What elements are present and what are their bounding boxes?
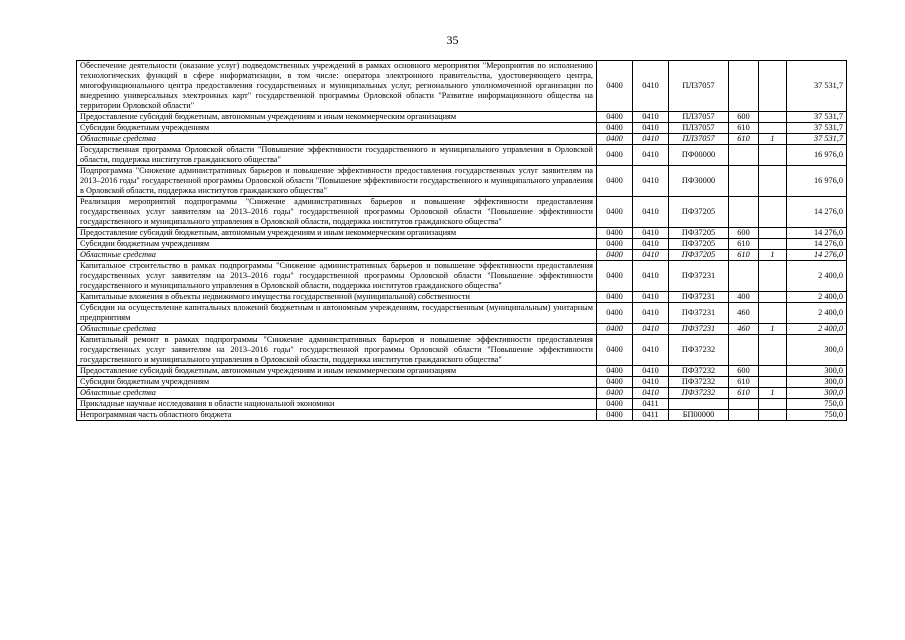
section-code: 0400 [597, 366, 633, 377]
expense-type-code: 400 [729, 292, 759, 303]
amount: 14 276,0 [787, 239, 847, 250]
funding-source-code: 1 [759, 134, 787, 145]
row-name: Областные средства [77, 250, 597, 261]
target-article-code: ПЛ37057 [669, 112, 729, 123]
target-article-code: ПФ37232 [669, 366, 729, 377]
amount: 2 400,0 [787, 324, 847, 335]
target-article-code: ПФ37231 [669, 261, 729, 292]
expense-type-code [729, 145, 759, 166]
subsection-code: 0410 [633, 134, 669, 145]
section-code: 0400 [597, 410, 633, 421]
subsection-code: 0410 [633, 112, 669, 123]
amount: 750,0 [787, 399, 847, 410]
row-name: Областные средства [77, 134, 597, 145]
subsection-code: 0410 [633, 228, 669, 239]
row-name: Областные средства [77, 324, 597, 335]
row-name: Предоставление субсидий бюджетным, автономным учреждениям и иным некоммерческим организациям [77, 228, 597, 239]
section-code: 0400 [597, 239, 633, 250]
budget-table [76, 60, 847, 421]
funding-source-code [759, 377, 787, 388]
subsection-code: 0411 [633, 399, 669, 410]
subsection-code: 0410 [633, 366, 669, 377]
section-code: 0400 [597, 250, 633, 261]
row-name: Субсидии бюджетным учреждениям [77, 377, 597, 388]
table-row [77, 377, 847, 388]
amount: 300,0 [787, 377, 847, 388]
section-code: 0400 [597, 61, 633, 112]
table-row [77, 123, 847, 134]
target-article-code: ПФ37232 [669, 377, 729, 388]
table-row [77, 250, 847, 261]
table-row [77, 366, 847, 377]
section-code: 0400 [597, 123, 633, 134]
row-name: Капитальное строительство в рамках подпрограммы "Снижение административных барьеров и повышение эффективности предоставления государственных услуг заявителям на 2013–2016 годы" государственной программы Орловской области "Повышение эффективности государственного и муниципального управления в Орловской области, поддержка институтов гражданского общества" [77, 261, 597, 292]
amount: 2 400,0 [787, 292, 847, 303]
table-row [77, 166, 847, 197]
row-name: Субсидии бюджетным учреждениям [77, 239, 597, 250]
section-code: 0400 [597, 399, 633, 410]
expense-type-code [729, 410, 759, 421]
amount: 2 400,0 [787, 261, 847, 292]
table-row [77, 335, 847, 366]
subsection-code: 0410 [633, 197, 669, 228]
row-name: Подпрограмма "Снижение административных барьеров и повышение эффективности предоставления государственных услуг заявителям на 2013–2016 годы" государственной программы Орловской области "Повышение эффективности государственного и муниципального управления в Орловской области, поддержка институтов гражданского общества" [77, 166, 597, 197]
amount: 37 531,7 [787, 134, 847, 145]
funding-source-code [759, 112, 787, 123]
expense-type-code: 610 [729, 388, 759, 399]
subsection-code: 0411 [633, 410, 669, 421]
table-row [77, 324, 847, 335]
expense-type-code: 610 [729, 377, 759, 388]
section-code: 0400 [597, 388, 633, 399]
row-name: Непрограммная часть областного бюджета [77, 410, 597, 421]
page-number: 35 [446, 33, 459, 47]
funding-source-code [759, 123, 787, 134]
table-row [77, 410, 847, 421]
target-article-code: ПФ37231 [669, 303, 729, 324]
target-article-code: ПЛ37057 [669, 123, 729, 134]
section-code: 0400 [597, 335, 633, 366]
section-code: 0400 [597, 112, 633, 123]
target-article-code: ПФ37205 [669, 250, 729, 261]
amount: 14 276,0 [787, 250, 847, 261]
target-article-code: ПФ00000 [669, 145, 729, 166]
target-article-code: ПФ37232 [669, 335, 729, 366]
table-row [77, 112, 847, 123]
subsection-code: 0410 [633, 239, 669, 250]
table-row [77, 228, 847, 239]
section-code: 0400 [597, 324, 633, 335]
target-article-code [669, 399, 729, 410]
target-article-code: ПФ37231 [669, 324, 729, 335]
funding-source-code [759, 292, 787, 303]
funding-source-code: 1 [759, 388, 787, 399]
table-row [77, 239, 847, 250]
table-row [77, 261, 847, 292]
target-article-code: ПФ37205 [669, 197, 729, 228]
section-code: 0400 [597, 134, 633, 145]
row-name: Государственная программа Орловской области "Повышение эффективности государственного и муниципального управления в Орловской области, поддержка институтов гражданского общества" [77, 145, 597, 166]
amount: 37 531,7 [787, 123, 847, 134]
funding-source-code [759, 61, 787, 112]
subsection-code: 0410 [633, 303, 669, 324]
target-article-code: ПЛ37057 [669, 61, 729, 112]
funding-source-code [759, 410, 787, 421]
target-article-code: ПЛ37057 [669, 134, 729, 145]
section-code: 0400 [597, 377, 633, 388]
subsection-code: 0410 [633, 166, 669, 197]
budget-table-body [77, 61, 847, 421]
amount: 16 976,0 [787, 166, 847, 197]
expense-type-code [729, 197, 759, 228]
funding-source-code [759, 335, 787, 366]
target-article-code: ПФ37232 [669, 388, 729, 399]
subsection-code: 0410 [633, 261, 669, 292]
amount: 2 400,0 [787, 303, 847, 324]
table-row [77, 399, 847, 410]
target-article-code: ПФ30000 [669, 166, 729, 197]
section-code: 0400 [597, 197, 633, 228]
expense-type-code: 610 [729, 134, 759, 145]
target-article-code: ПФ37231 [669, 292, 729, 303]
subsection-code: 0410 [633, 324, 669, 335]
section-code: 0400 [597, 145, 633, 166]
funding-source-code [759, 197, 787, 228]
table-row [77, 61, 847, 112]
section-code: 0400 [597, 292, 633, 303]
subsection-code: 0410 [633, 250, 669, 261]
amount: 37 531,7 [787, 61, 847, 112]
expense-type-code: 610 [729, 250, 759, 261]
target-article-code: ПФ37205 [669, 228, 729, 239]
row-name: Капитальные вложения в объекты недвижимого имущества государственной (муниципальной) собственности [77, 292, 597, 303]
expense-type-code: 610 [729, 123, 759, 134]
expense-type-code [729, 399, 759, 410]
expense-type-code [729, 166, 759, 197]
table-row [77, 134, 847, 145]
row-name: Обеспечение деятельности (оказание услуг) подведомственных учреждений в рамках основного мероприятия "Мероприятия по исполнению технологических функций в сфере информатизации, в том числе: оператора электронного правительства, удостоверяющего центра, многофункционального центра предоставления государственных и муниципальных услуг, регионального уполномоченной организации по внедрению универсальных электронных карт" государственной программы Орловской области "Развитие информационного общества на территории Орловской области" [77, 61, 597, 112]
expense-type-code: 610 [729, 239, 759, 250]
funding-source-code [759, 366, 787, 377]
subsection-code: 0410 [633, 145, 669, 166]
funding-source-code [759, 145, 787, 166]
expense-type-code: 600 [729, 228, 759, 239]
subsection-code: 0410 [633, 123, 669, 134]
target-article-code: БП00000 [669, 410, 729, 421]
funding-source-code: 1 [759, 250, 787, 261]
table-row [77, 145, 847, 166]
row-name: Прикладные научные исследования в области национальной экономики [77, 399, 597, 410]
table-row [77, 388, 847, 399]
expense-type-code: 600 [729, 366, 759, 377]
amount: 16 976,0 [787, 145, 847, 166]
table-row [77, 292, 847, 303]
amount: 300,0 [787, 388, 847, 399]
table-row [77, 197, 847, 228]
funding-source-code [759, 166, 787, 197]
row-name: Предоставление субсидий бюджетным, автономным учреждениям и иным некоммерческим организациям [77, 112, 597, 123]
amount: 14 276,0 [787, 197, 847, 228]
subsection-code: 0410 [633, 388, 669, 399]
section-code: 0400 [597, 303, 633, 324]
row-name: Субсидии бюджетным учреждениям [77, 123, 597, 134]
subsection-code: 0410 [633, 377, 669, 388]
amount: 300,0 [787, 366, 847, 377]
table-row [77, 303, 847, 324]
row-name: Областные средства [77, 388, 597, 399]
expense-type-code [729, 335, 759, 366]
row-name: Реализация мероприятий подпрограммы "Снижение административных барьеров и повышение эффективности предоставления государственных услуг заявителям на 2013–2016 годы" государственной программы Орловской области "Повышение эффективности государственного и муниципального управления в Орловской области, поддержка институтов гражданского общества" [77, 197, 597, 228]
expense-type-code [729, 61, 759, 112]
row-name: Предоставление субсидий бюджетным, автономным учреждениям и иным некоммерческим организациям [77, 366, 597, 377]
amount: 750,0 [787, 410, 847, 421]
row-name: Капитальный ремонт в рамках подпрограммы "Снижение административных барьеров и повышение эффективности предоставления государственных услуг заявителям на 2013–2016 годы" государственной программы Орловской области "Повышение эффективности государственного и муниципального управления в Орловской области, поддержка институтов гражданского общества" [77, 335, 597, 366]
funding-source-code: 1 [759, 324, 787, 335]
expense-type-code: 460 [729, 324, 759, 335]
amount: 37 531,7 [787, 112, 847, 123]
row-name: Субсидии на осуществление капитальных вложений бюджетным и автономным учреждениям, государственным (муниципальным) унитарным предприятиям [77, 303, 597, 324]
amount: 14 276,0 [787, 228, 847, 239]
section-code: 0400 [597, 166, 633, 197]
funding-source-code [759, 399, 787, 410]
expense-type-code: 600 [729, 112, 759, 123]
target-article-code: ПФ37205 [669, 239, 729, 250]
funding-source-code [759, 228, 787, 239]
funding-source-code [759, 261, 787, 292]
expense-type-code: 460 [729, 303, 759, 324]
subsection-code: 0410 [633, 61, 669, 112]
funding-source-code [759, 303, 787, 324]
subsection-code: 0410 [633, 292, 669, 303]
section-code: 0400 [597, 228, 633, 239]
amount: 300,0 [787, 335, 847, 366]
section-code: 0400 [597, 261, 633, 292]
expense-type-code [729, 261, 759, 292]
subsection-code: 0410 [633, 335, 669, 366]
funding-source-code [759, 239, 787, 250]
